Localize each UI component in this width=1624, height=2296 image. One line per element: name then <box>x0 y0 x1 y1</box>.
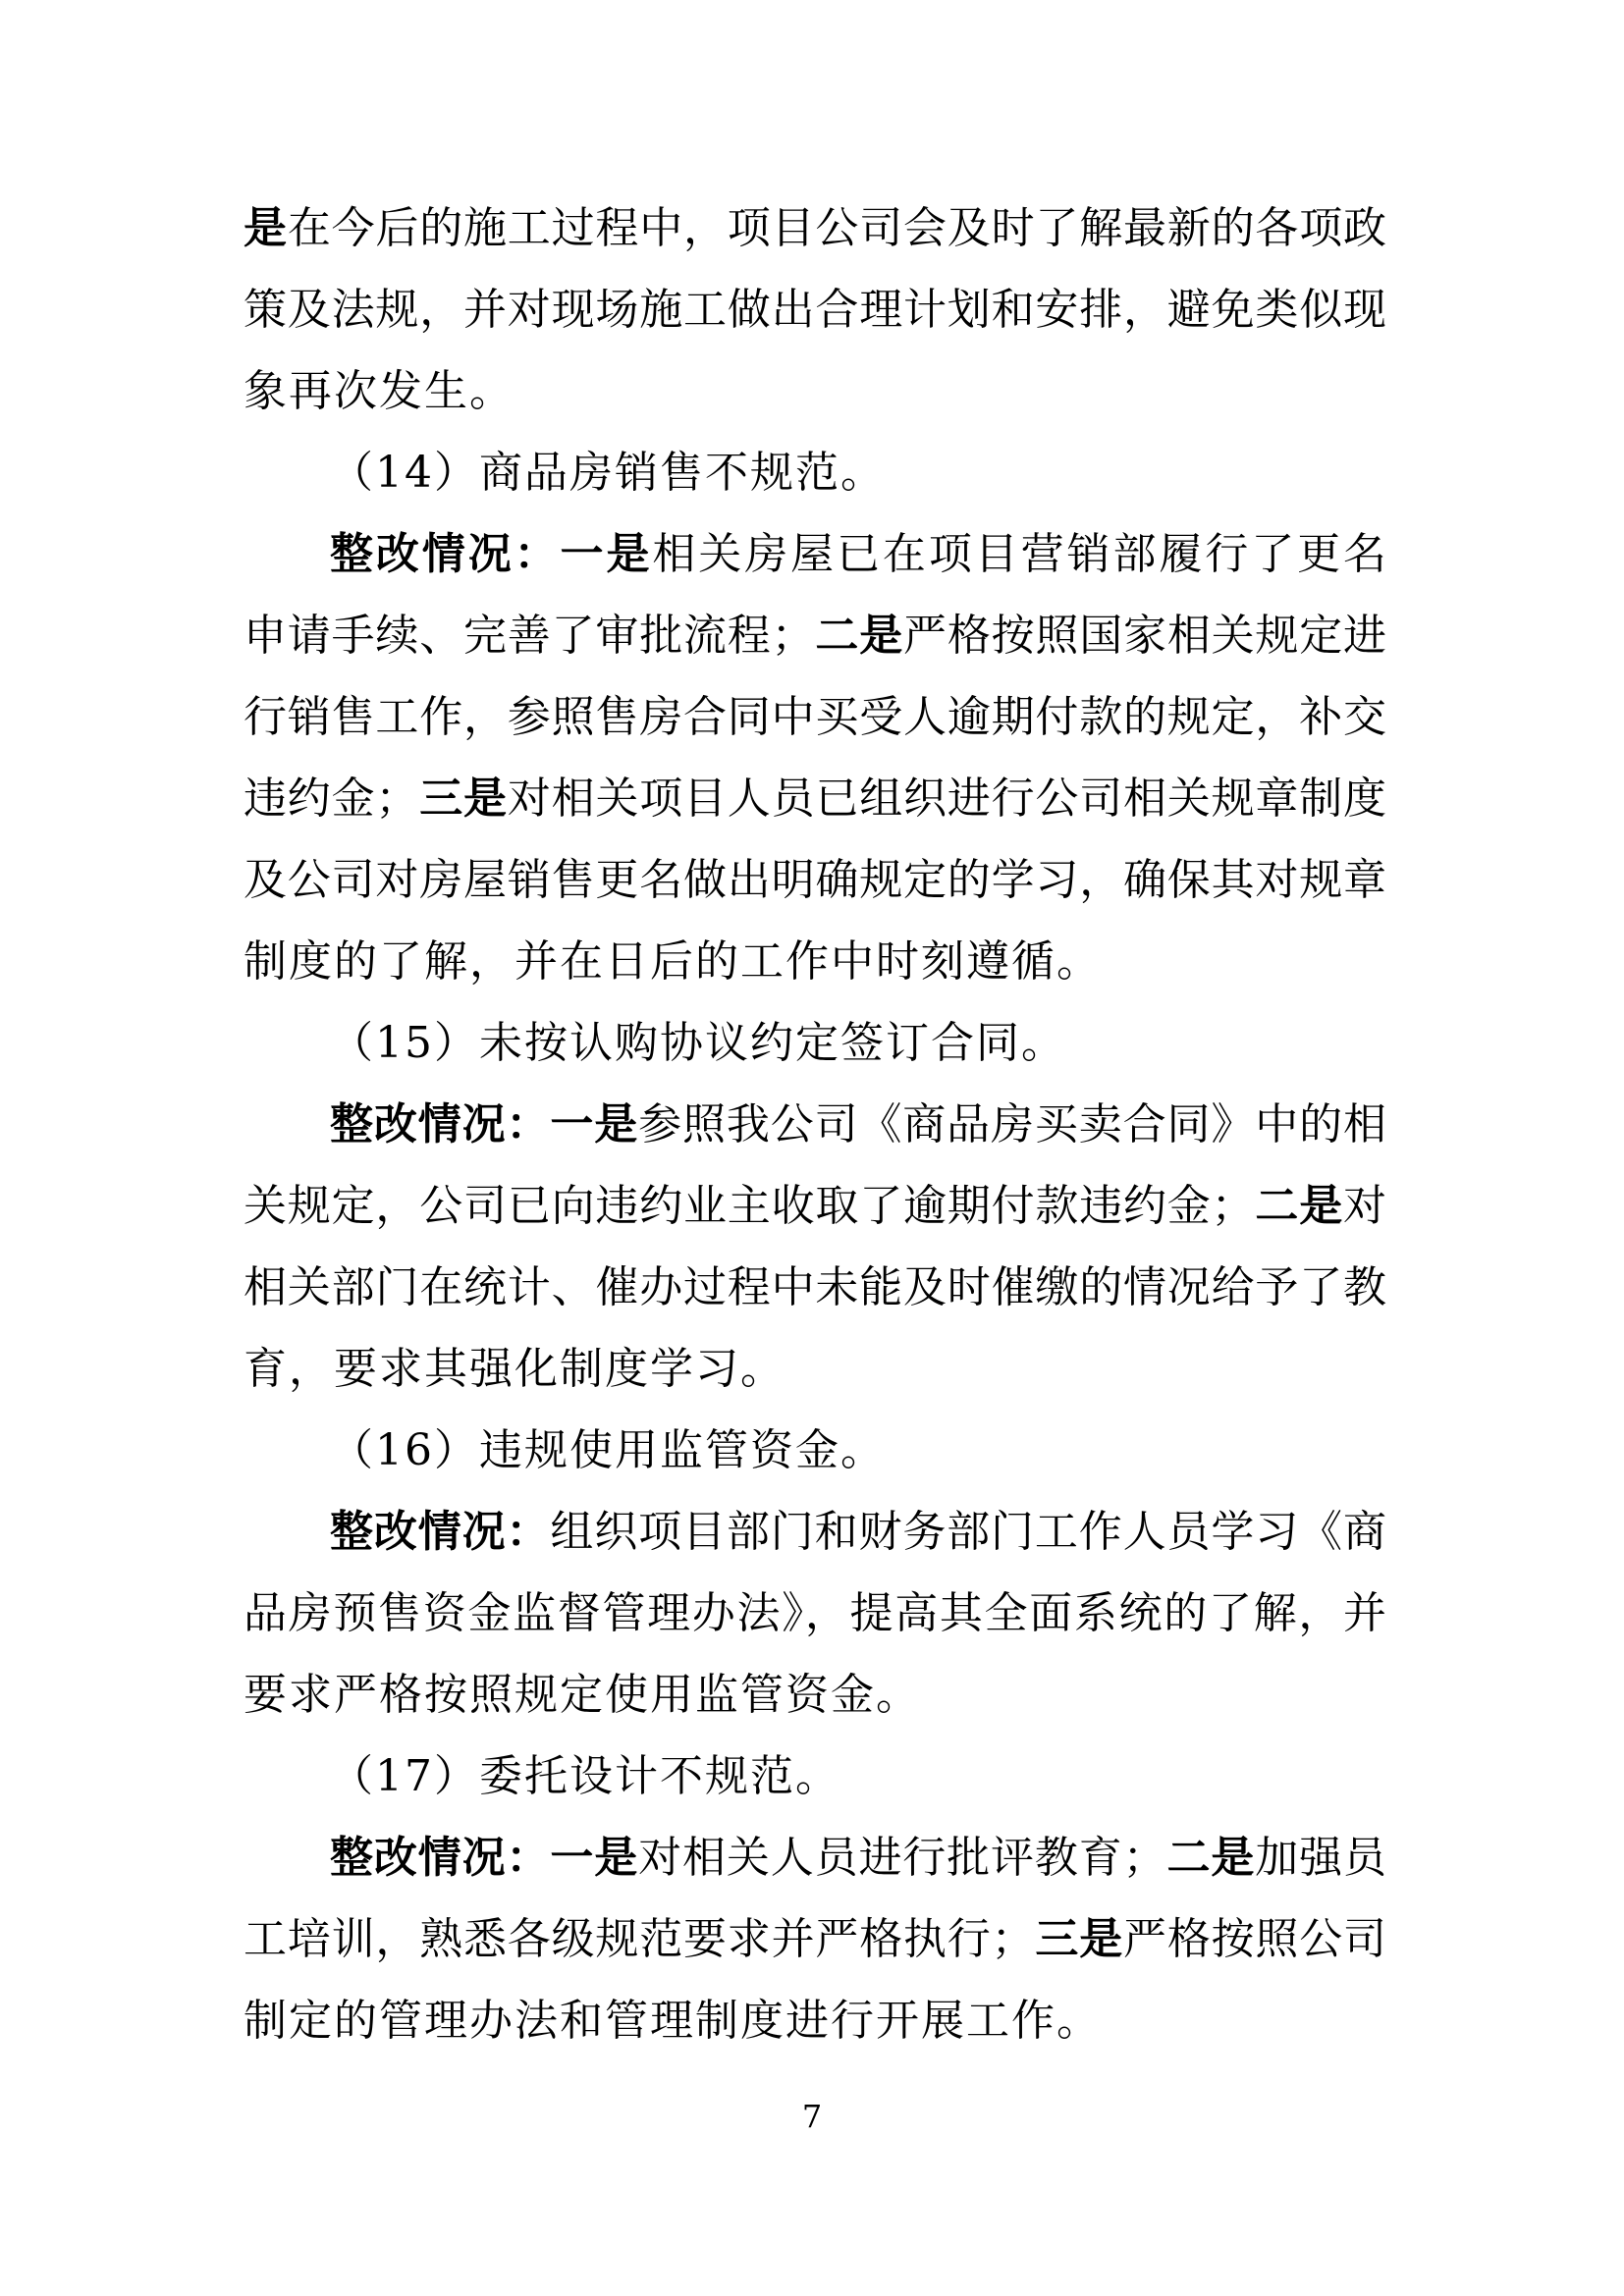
text-segment: 品房预售资金监督管理办法》，提高其全面系统的了解，并 <box>244 1588 1386 1638</box>
bold-text-segment: 整改情况：一是 <box>330 1833 639 1883</box>
text-segment: 关规定，公司已向违约业主收取了逾期付款违约金； <box>244 1181 1255 1231</box>
text-line <box>244 1654 1386 1735</box>
text-segment: 严格按照公司 <box>1123 1914 1387 1964</box>
text-line <box>244 1165 1386 1247</box>
text-line <box>244 350 1386 432</box>
text-line <box>244 1002 1386 1084</box>
text-segment: 要求严格按照规定使用监管资金。 <box>244 1670 921 1720</box>
text-segment: 及公司对房屋销售更名做出明确规定的学习，确保其对规章 <box>244 855 1386 905</box>
text-segment: 育，要求其强化制度学习。 <box>244 1344 785 1394</box>
text-line <box>244 432 1386 513</box>
bold-text-segment: 二是 <box>814 611 904 661</box>
bold-text-segment: 整改情况：一是 <box>330 529 653 579</box>
text-segment: 违约金； <box>244 774 419 824</box>
text-line <box>244 676 1386 758</box>
text-line <box>244 1735 1386 1817</box>
text-segment: 相关部门在统计、催办过程中未能及时催缴的情况给予了教 <box>244 1262 1386 1312</box>
text-segment: 对相关项目人员已组织进行公司相关规章制度 <box>507 774 1387 824</box>
bold-text-segment: 整改情况： <box>330 1507 551 1557</box>
text-segment: 策及法规，并对现场施工做出合理计划和安排，避免类似现 <box>244 285 1386 335</box>
text-line <box>244 513 1386 595</box>
text-line <box>244 1573 1386 1654</box>
text-line <box>244 1491 1386 1573</box>
bold-text-segment: 是 <box>244 203 288 253</box>
text-segment: 申请手续、完善了审批流程； <box>244 611 815 661</box>
text-segment: （14）商品房销售不规范。 <box>330 448 886 498</box>
text-segment: 制定的管理办法和管理制度进行开展工作。 <box>244 1996 1102 2046</box>
bold-text-segment: 整改情况：一是 <box>330 1099 639 1149</box>
text-line <box>244 1328 1386 1410</box>
text-segment: 对 <box>1343 1181 1387 1231</box>
text-line <box>244 758 1386 839</box>
document-body <box>244 187 1386 2061</box>
bold-text-segment: 二是 <box>1254 1181 1344 1231</box>
page-number: 7 <box>801 2098 823 2135</box>
text-segment: 加强员 <box>1255 1833 1387 1883</box>
text-line <box>244 921 1386 1002</box>
text-segment: 相关房屋已在项目营销部履行了更名 <box>652 529 1387 579</box>
text-segment: 对相关人员进行批评教育； <box>638 1833 1166 1883</box>
text-segment: 严格按照国家相关规定进 <box>903 611 1387 661</box>
bold-text-segment: 二是 <box>1165 1833 1256 1883</box>
text-line <box>244 595 1386 676</box>
text-segment: 象再次发生。 <box>244 366 514 416</box>
text-line <box>244 269 1386 350</box>
text-segment: （16）违规使用监管资金。 <box>330 1425 886 1475</box>
text-line <box>244 839 1386 921</box>
text-segment: 在今后的施工过程中，项目公司会及时了解最新的各项政 <box>287 203 1387 253</box>
text-segment: 制度的了解，并在日后的工作中时刻遵循。 <box>244 936 1102 987</box>
text-segment: 工培训，熟悉各级规范要求并严格执行； <box>244 1914 1035 1964</box>
text-segment: （17）委托设计不规范。 <box>330 1751 840 1801</box>
text-line <box>244 1817 1386 1898</box>
text-segment: 参照我公司《商品房买卖合同》中的相 <box>638 1099 1387 1149</box>
text-line <box>244 1980 1386 2061</box>
text-segment: 组织项目部门和财务部门工作人员学习《商 <box>550 1507 1387 1557</box>
text-line <box>244 1084 1386 1165</box>
text-line <box>244 1898 1386 1980</box>
text-segment: （15）未按认购协议约定签订合同。 <box>330 1018 1066 1068</box>
text-line <box>244 1247 1386 1328</box>
text-segment: 行销售工作，参照售房合同中买受人逾期付款的规定，补交 <box>244 692 1386 742</box>
bold-text-segment: 三是 <box>1034 1914 1124 1964</box>
bold-text-segment: 三是 <box>418 774 508 824</box>
text-line <box>244 187 1386 269</box>
text-line <box>244 1410 1386 1491</box>
